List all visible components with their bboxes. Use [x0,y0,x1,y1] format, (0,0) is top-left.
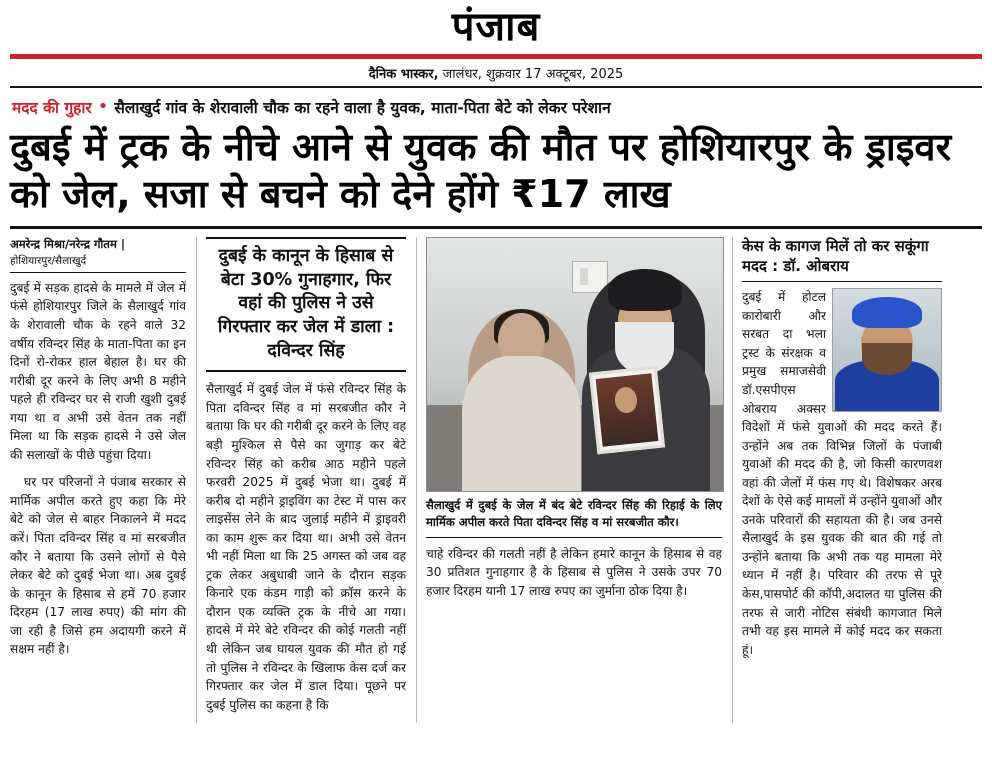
byline [10,237,186,273]
mother-figure [468,309,575,491]
son-portrait [595,373,658,447]
turban [608,269,681,310]
paragraph: दुबई में होटल कारोबारी और सरबत दा भला ट्रस्ट के संरक्षक व प्रमुख समाजसेवी डॉ.एसपीएस ओबराय अक्सर विदेशों में फंसे युवाओं की मदद करते हैं। उन्होंने अब तक विभिन्न जिलों के पंजाबी युवाओं की मदद की है, जो किसी कारणवश वहां की जेलों में फंस गए थे। विशेषकर अरब देशों के ऐसे कई मामलों में उन्होंने युवाओं और उनके परिवारों की सहायता की है। जब उनसे सैलाखुर्द के इस युवक की बात की गई तो उन्होंने बताया कि अभी तक यह मामला मेरे ध्यान में नहीं है। परिवार की तरफ से पूरे केस,पासपोर्ट की कॉपी,अदालत या पुलिस की तरफ से जारी नोटिस संबंधी कागजात मिले तभी वह इस मामले में कोई मदद कर सकता हूं। [742,290,942,657]
column-one [10,237,186,723]
byline-authors: अमरेन्द्र मिश्रा/नरेन्द्र गौतम | [10,237,126,252]
paragraph: दुबई में सड़क हादसे के मामले में जेल में फंसे होशियारपुर जिले के सैलाखुर्द गांव के शेरावाली चौक के रहने वाले 32 वर्षीय रविन्दर सिंह के माता-पिता का इन दिनों रो-रोकर हाल बेहाल है। घर की गरीबी दूर करने के लिए अभी 8 महीने पहले ही रविन्दर घर से राजी खुशी दुबई गया था व अभी उसे वेतन तक नहीं मिला था कि सड़क हादसे ने उसे जेल की सलाखों के पीछे पहुंचा दिया। [10,280,186,462]
paragraph: सैलाखुर्द में दुबई जेल में फंसे रविन्दर सिंह के पिता दविन्दर सिंह व मां सरबजीत कौर ने बताया कि घर की गरीबी दूर करने के लिए वह बड़ी मुश्किल से पैसे का जुगाड़ कर बेटे रविन्दर सिंह को करीब आठ महीने पहले फरवरी 2025 में दुबई भेजा था। दुबई में करीब दो महीने ड्राइविंग का टेस्ट में पास कर लाइसेंस लेने के बाद जुलाई महीने में ड्राइवरी का काम शुरू कर दिया था। अभी उसे वेतन भी नहीं मिला था कि 25 अगस्त को जब वह ट्रक लेकर अबुधाबी जाने के दौरान सड़क किनारे एक कंडम गाड़ी को क्रॉस करने के दौरान एक व्यक्ति ट्रक के नीचे आ गया। हादसे में मेरे बेटे रविन्दर की कोई गलती नहीं थी लेकिन जब घायल युवक की मौत हो गई तो पुलिस ने रविन्दर के खिलाफ केस दर्ज कर गिरफ्तार कर जेल में डाल दिया। पूछने पर दुबई पुलिस का कहना है कि [206,382,406,712]
column-divider [416,237,417,723]
divider-black [10,86,982,88]
photo-caption: सैलाखुर्द में दुबई के जेल में बंद बेटे रविन्दर सिंह की रिहाई के लिए मार्मिक अपील करते पिता दविन्दर सिंह व मां सरबजीत कौर। [426,492,722,538]
paragraph: घर पर परिजनों ने पंजाब सरकार से मार्मिक अपील करते हुए कहा कि मेरे बेटे को जेल से बाहर निकालने में मदद करें। पिता दविन्दर सिंह व मां सरबजीत कौर ने बताया कि उसने लोगों से पैसे लेकर बेटे को दुबई भेजा था। अब दुबई के कानून के हिसाब से हमें 70 हजार दिरहम (17 लाख रुपए) की मांग की जा रही है जिसे हम अदायगी करने में सक्षम नहीं है। [10,475,186,657]
sidebar-heading: केस के कागज मिलें तो कर सकूंगा मदद : डॉ. ओबराय [742,237,942,282]
kicker [10,94,982,122]
column-three [426,237,722,723]
column-four [742,237,942,723]
kicker-subtitle: सैलाखुर्द गांव के शेरावाली चौक का रहने वाला है युवक, माता-पिता बेटे को लेकर परेशान [114,99,611,117]
page-title: पंजाब [451,4,541,50]
expert-portrait [832,288,942,412]
divider-headline [10,226,982,229]
kicker-tag: मदद की गुहार [12,99,92,117]
photo-frame-held [589,366,665,455]
article-body [10,237,982,712]
column-divider [196,237,197,723]
dateline [10,59,982,86]
sub-headline: दुबई के कानून के हिसाब से बेटा 30% गुनाहगार, फिर वहां की पुलिस ने उसे गिरफ्तार कर जेल में डाला : दविन्दर सिंह [206,237,406,372]
publication-date: जालंधर, शुक्रवार 17 अक्टूबर, 2025 [438,67,624,82]
paragraph: चाहे रविन्दर की गलती नहीं है लेकिन हमारे कानून के हिसाब से वह 30 प्रतिशत गुनाहगार है के हिसाब से पुलिस ने उसके उपर 70 हजार दिरहम यानी 17 लाख रुपए का जुर्माना ठोक दिया है। [426,546,722,598]
scarf [462,356,581,492]
column-two [206,237,406,723]
byline-place: होशियारपुर/सैलाखुर्द [10,254,87,267]
masthead [10,0,982,48]
bullet-icon: • [97,96,109,117]
beard [862,343,912,375]
column-divider [732,237,733,723]
turban [852,297,921,329]
article-photo [426,237,724,492]
headline: दुबई में ट्रक के नीचे आने से युवक की मौत पर होशियारपुर के ड्राइवर को जेल, सजा से बचने को देने होंगे ₹17 लाख [10,125,952,217]
publication-name: दैनिक भास्कर, [368,67,439,82]
